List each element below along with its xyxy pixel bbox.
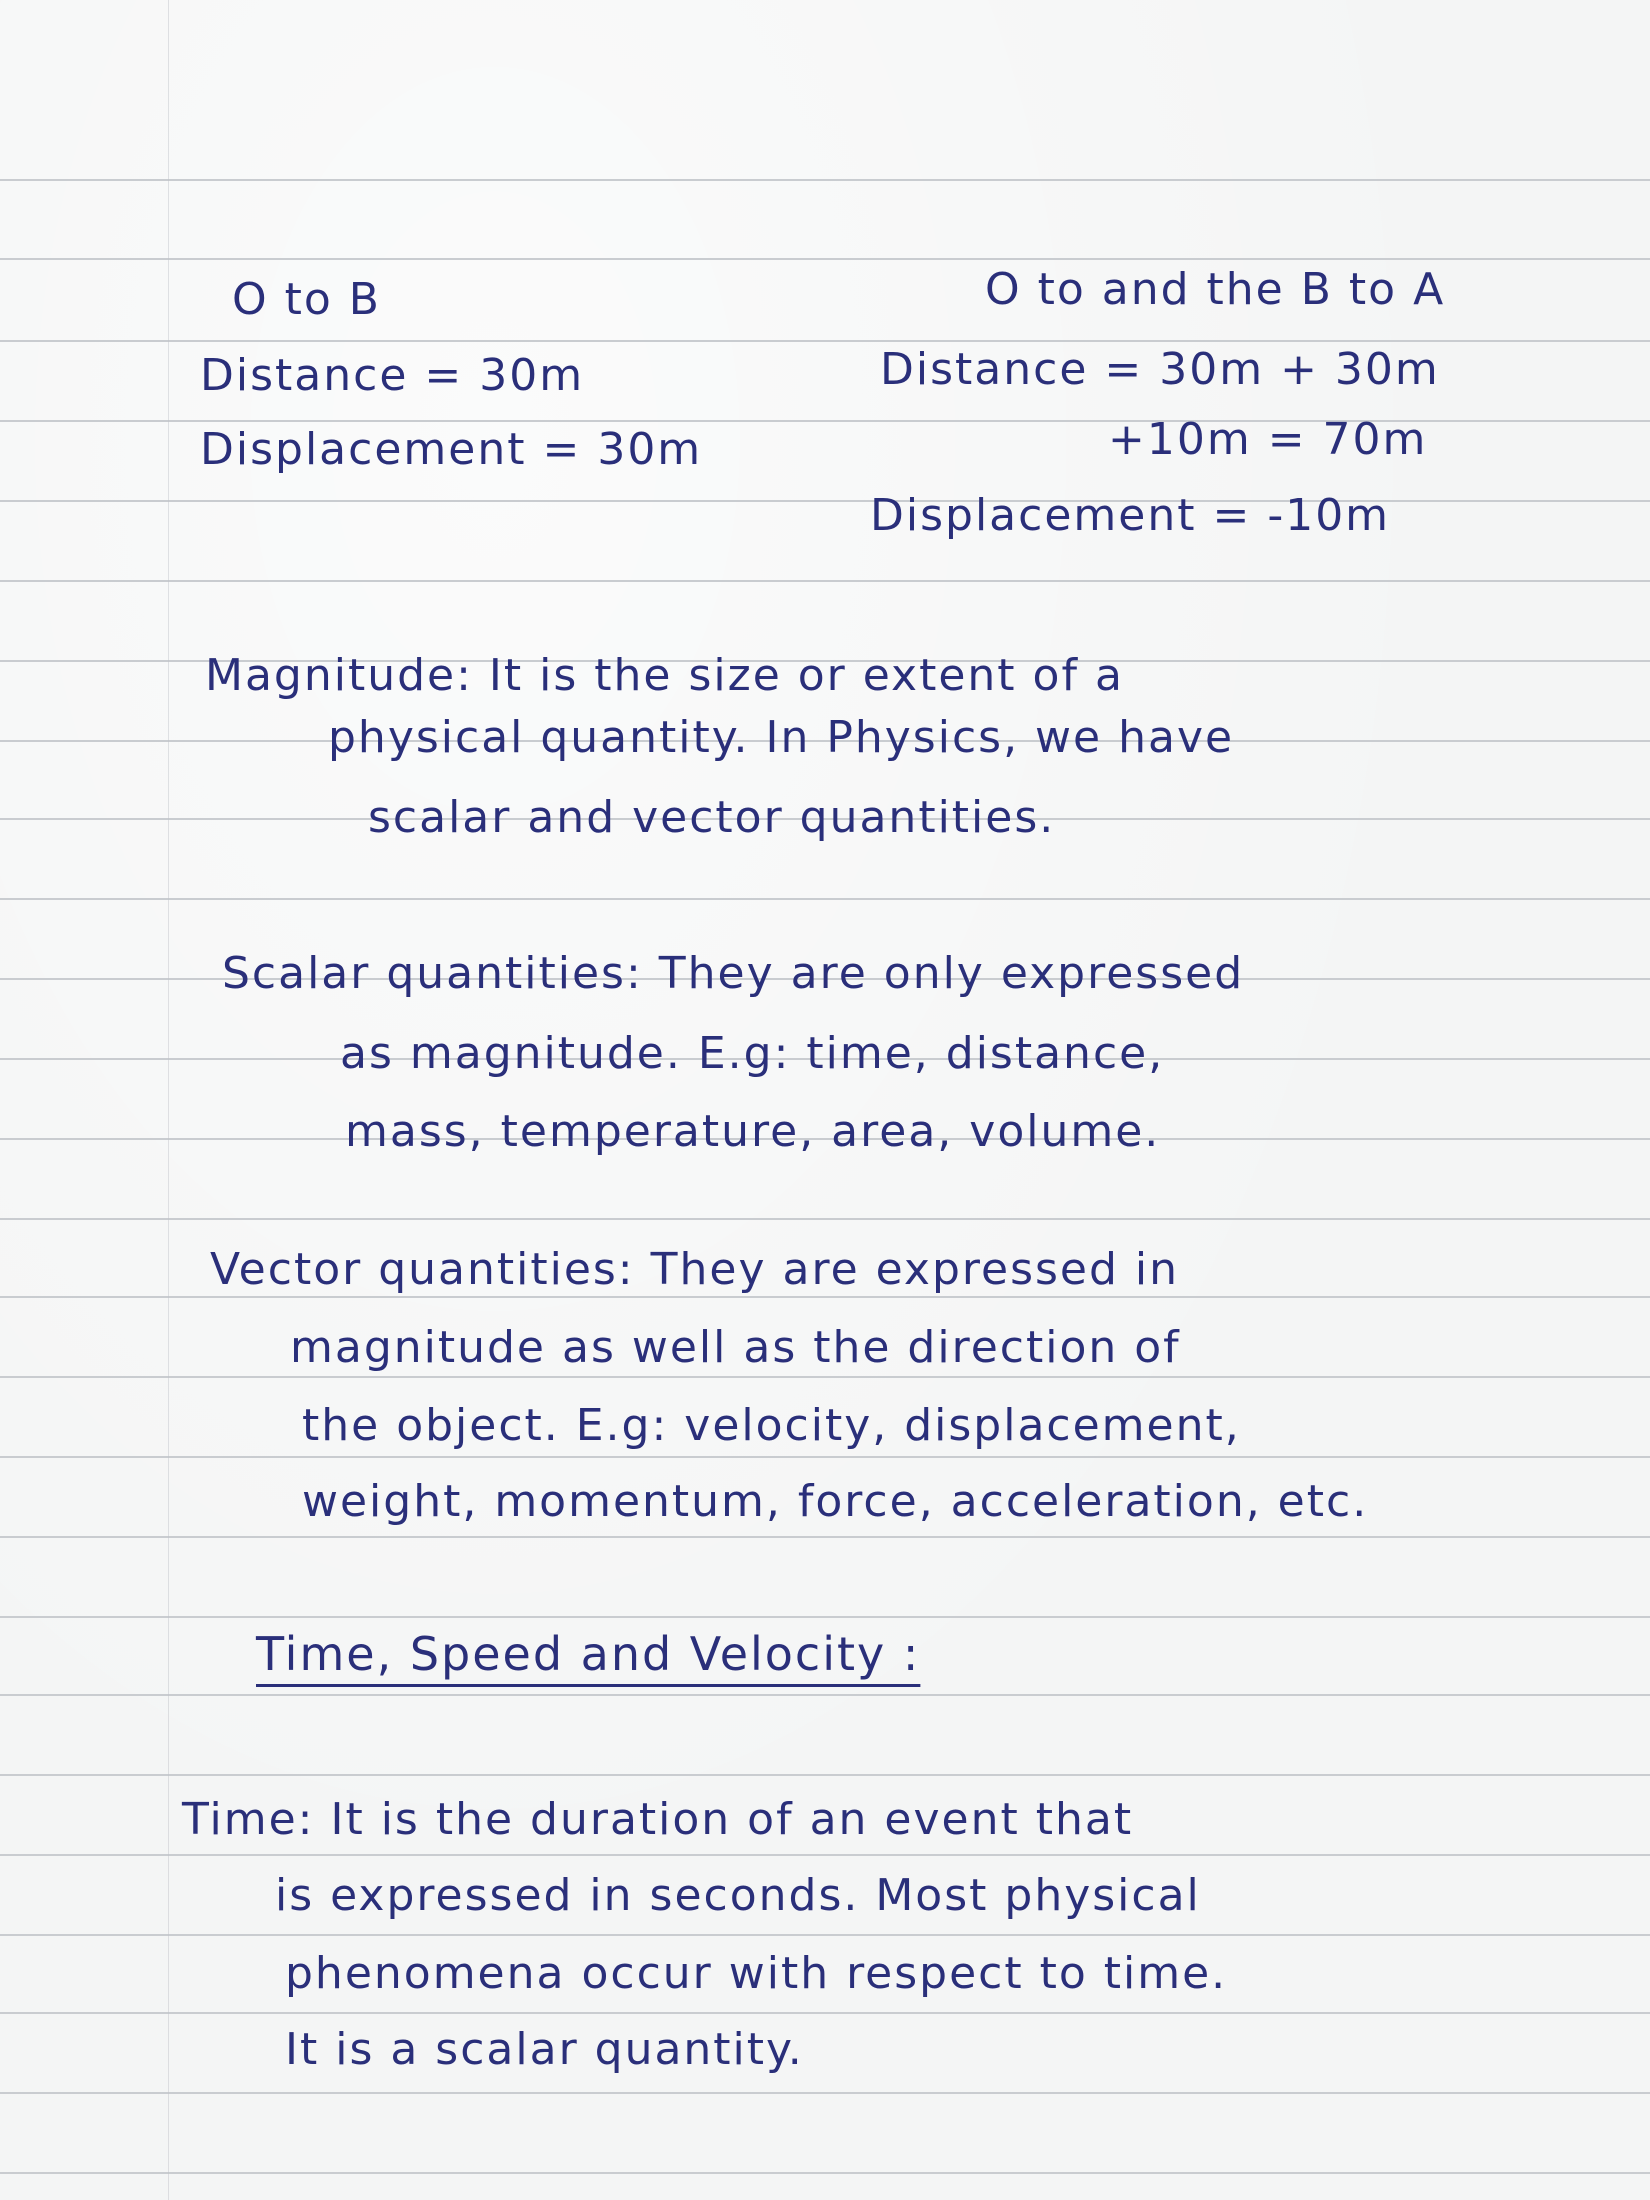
ruled-line	[0, 2012, 1650, 2014]
magnitude-line2: physical quantity. In Physics, we have	[328, 712, 1235, 763]
vector-line1: Vector quantities: They are expressed in	[210, 1244, 1180, 1295]
time-line2: is expressed in seconds. Most physical	[275, 1870, 1201, 1921]
ruled-line	[0, 580, 1650, 582]
ruled-line	[0, 1774, 1650, 1776]
ruled-line	[0, 1694, 1650, 1696]
scalar-line2: as magnitude. E.g: time, distance,	[340, 1028, 1165, 1079]
o-to-b-title: O to B	[232, 274, 381, 325]
o-to-b-to-a-distance-line1: Distance = 30m + 30m	[880, 344, 1440, 395]
scalar-line3: mass, temperature, area, volume.	[345, 1106, 1161, 1157]
ruled-line	[0, 2172, 1650, 2174]
ruled-line	[0, 1934, 1650, 1936]
vector-line4: weight, momentum, force, acceleration, etc.	[302, 1476, 1369, 1527]
o-to-b-distance: Distance = 30m	[200, 350, 585, 401]
margin-line	[168, 0, 169, 2200]
o-to-b-to-a-title: O to and the B to A	[985, 264, 1446, 315]
ruled-line	[0, 2092, 1650, 2094]
o-to-b-to-a-displacement: Displacement = -10m	[870, 490, 1391, 541]
time-line1: Time: It is the duration of an event that	[182, 1794, 1134, 1845]
magnitude-line3: scalar and vector quantities.	[368, 792, 1056, 843]
o-to-b-displacement: Displacement = 30m	[200, 424, 703, 475]
time-line3: phenomena occur with respect to time.	[285, 1948, 1228, 1999]
ruled-line	[0, 179, 1650, 181]
o-to-b-to-a-distance-line2: +10m = 70m	[1108, 414, 1428, 465]
time-line4: It is a scalar quantity.	[285, 2024, 804, 2075]
magnitude-line1: Magnitude: It is the size or extent of a	[205, 650, 1124, 701]
ruled-line	[0, 1218, 1650, 1220]
vector-line3: the object. E.g: velocity, displacement,	[302, 1400, 1241, 1451]
ruled-line	[0, 500, 1650, 502]
section-heading: Time, Speed and Velocity :	[256, 1627, 921, 1681]
scalar-line1: Scalar quantities: They are only expressed	[222, 948, 1245, 999]
vector-line2: magnitude as well as the direction of	[290, 1322, 1181, 1373]
ruled-line	[0, 898, 1650, 900]
